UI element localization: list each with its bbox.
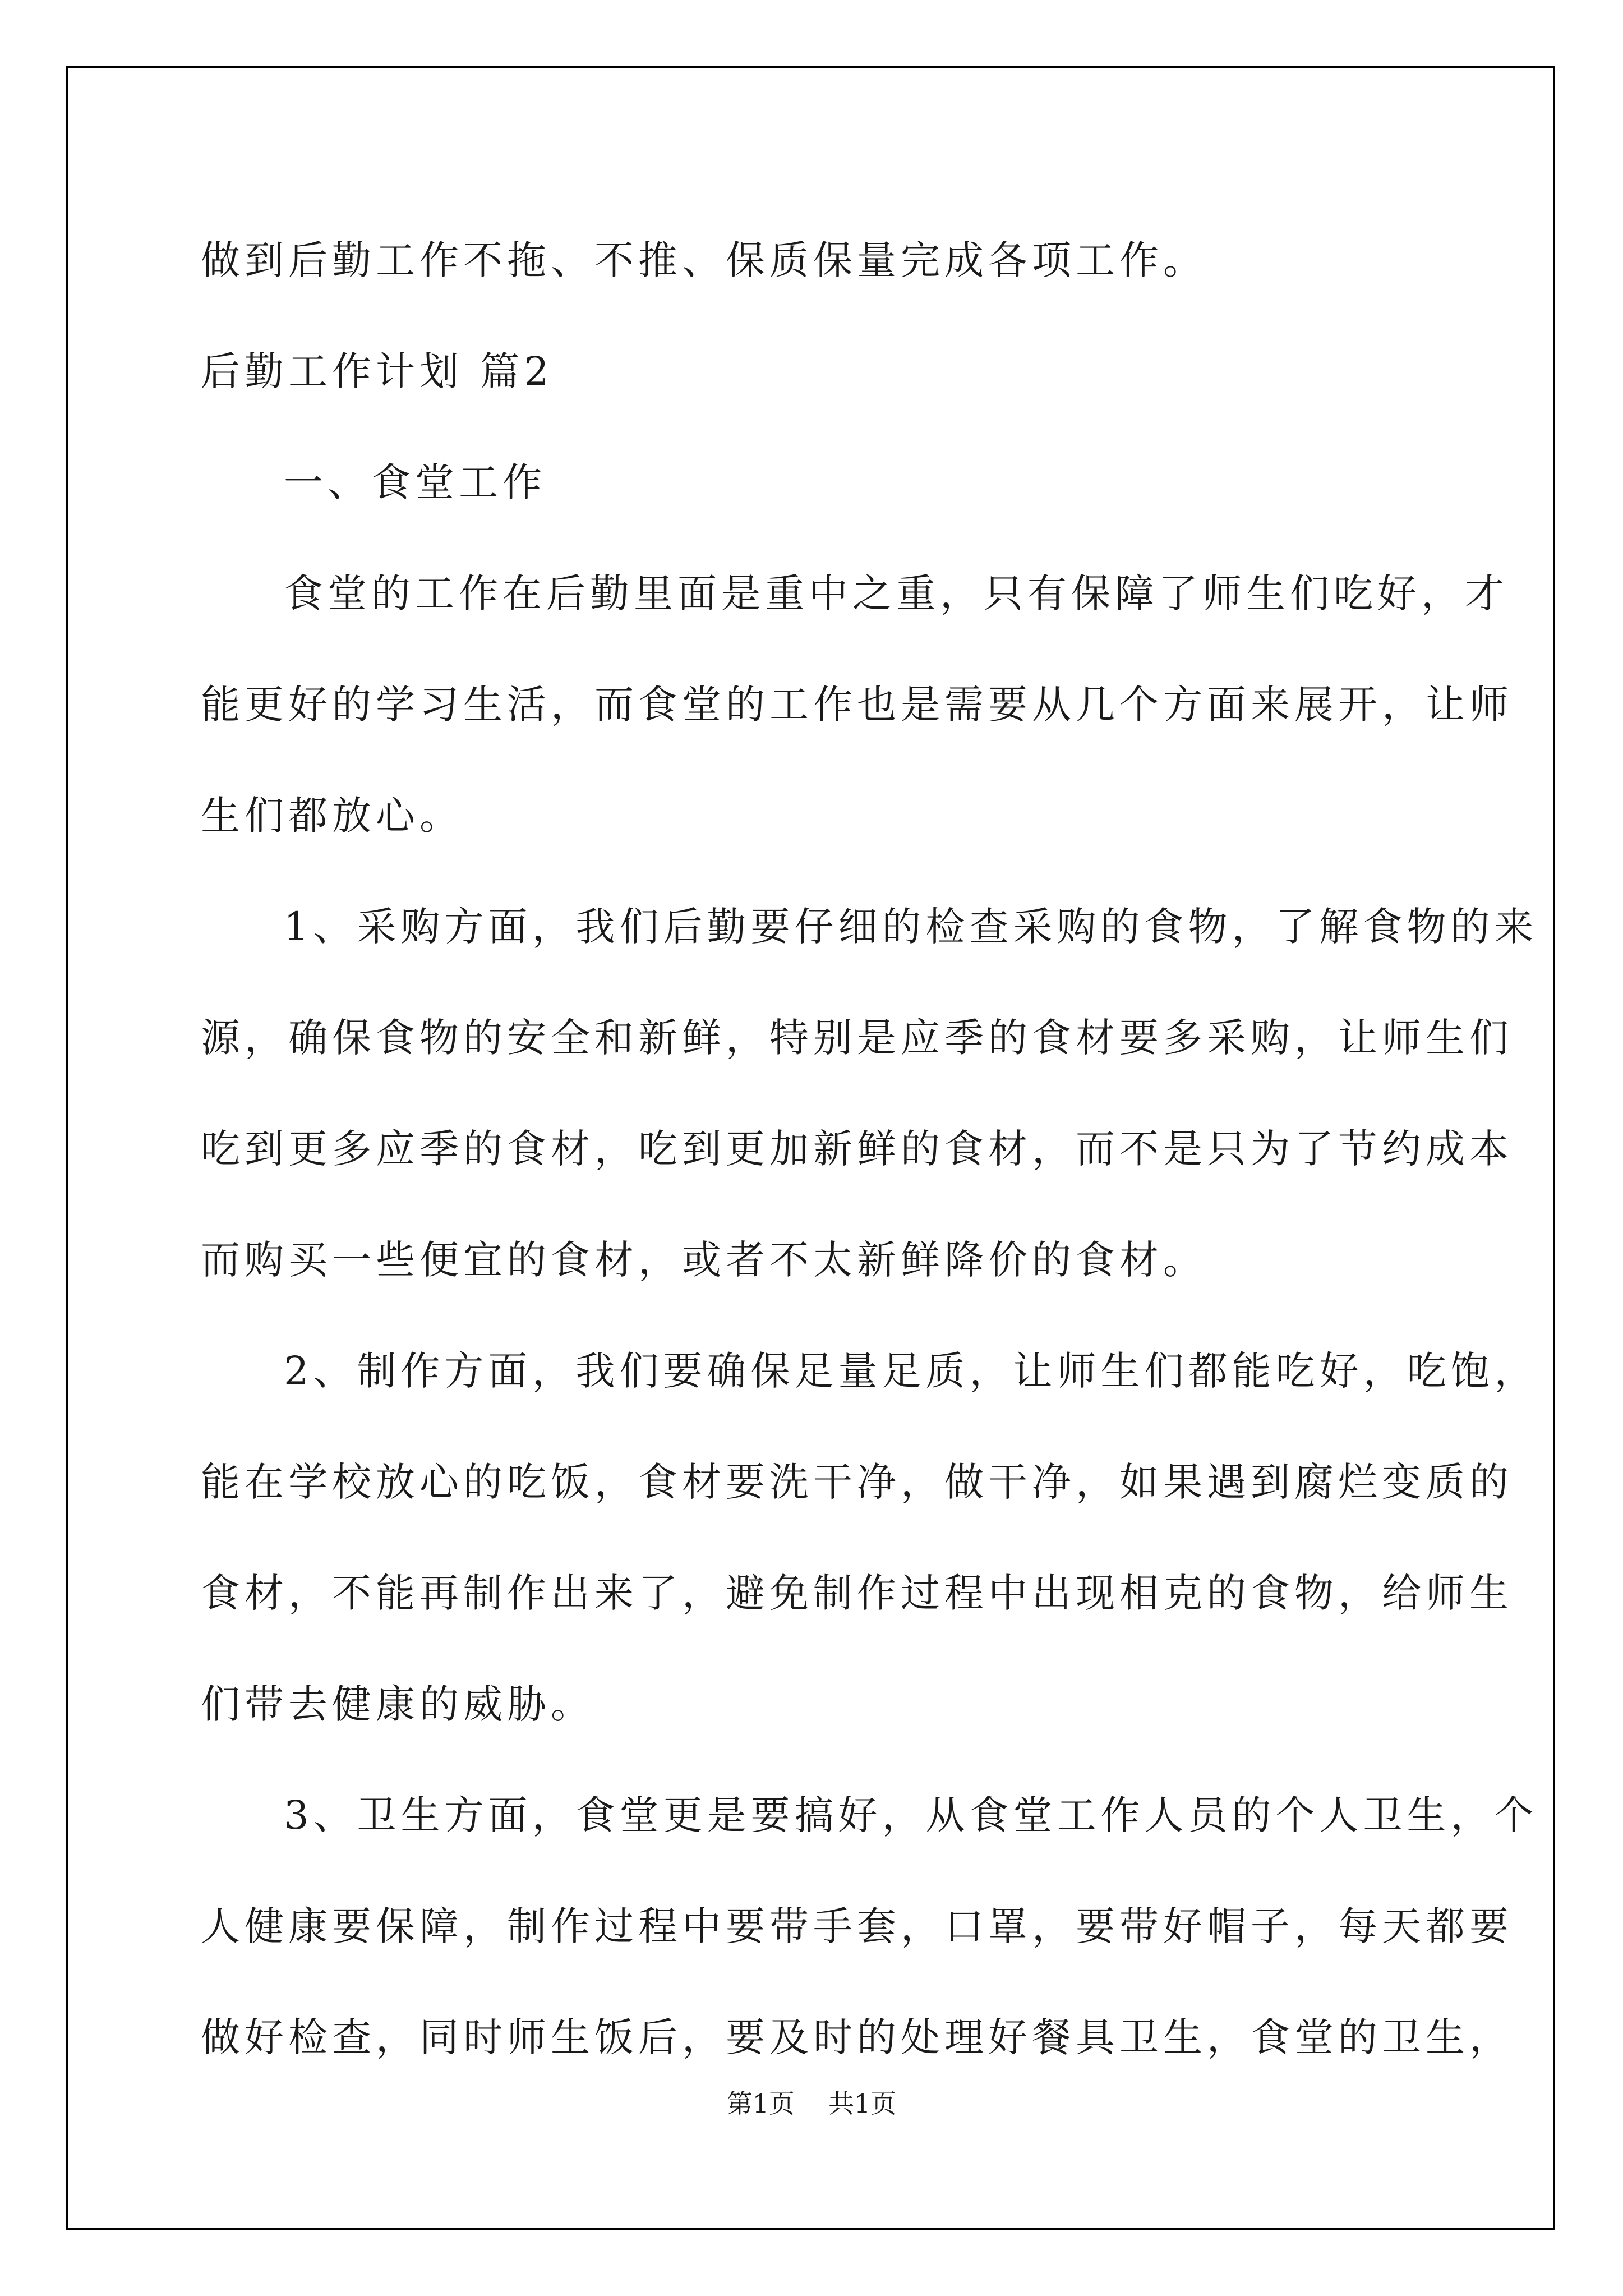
text-line: 而购买一些便宜的食材，或者不太新鲜降价的食材。 [201, 1237, 1207, 1283]
text-line: 食堂的工作在后勤里面是重中之重，只有保障了师生们吃好，才 [284, 570, 1509, 616]
text-line: 生们都放心。 [201, 793, 463, 839]
text-line: 做到后勤工作不拖、不推、保质保量完成各项工作。 [201, 237, 1207, 283]
text-line: 人健康要保障，制作过程中要带手套，口罩，要带好帽子，每天都要 [201, 1903, 1513, 1949]
text-line: 们带去健康的威胁。 [201, 1681, 594, 1727]
text-line: 2、制作方面，我们要确保足量足质，让师生们都能吃好，吃饱， [284, 1348, 1538, 1394]
text-line: 吃到更多应季的食材，吃到更加新鲜的食材，而不是只为了节约成本 [201, 1126, 1513, 1172]
text-line: 3、卫生方面，食堂更是要搞好，从食堂工作人员的个人卫生，个 [284, 1792, 1538, 1838]
text-line: 源，确保食物的安全和新鲜，特别是应季的食材要多采购，让师生们 [201, 1015, 1513, 1061]
page-number-current: 第1页 [726, 2088, 795, 2119]
page-number-total: 共1页 [828, 2088, 897, 2119]
text-line: 食材，不能再制作出来了，避免制作过程中出现相克的食物，给师生 [201, 1570, 1513, 1616]
document-body [201, 205, 1538, 2093]
section-heading: 后勤工作计划 篇2 [201, 348, 554, 394]
text-line: 能在学校放心的吃饭，食材要洗干净，做干净，如果遇到腐烂变质的 [201, 1459, 1513, 1505]
text-line: 做好检查，同时师生饭后，要及时的处理好餐具卫生，食堂的卫生， [201, 2014, 1513, 2060]
page-footer [0, 2087, 1623, 2120]
text-line: 1、采购方面，我们后勤要仔细的检查采购的食物，了解食物的来 [284, 904, 1538, 950]
text-line: 能更好的学习生活，而食堂的工作也是需要从几个方面来展开，让师 [201, 682, 1513, 728]
subsection-heading: 一、食堂工作 [284, 459, 546, 505]
